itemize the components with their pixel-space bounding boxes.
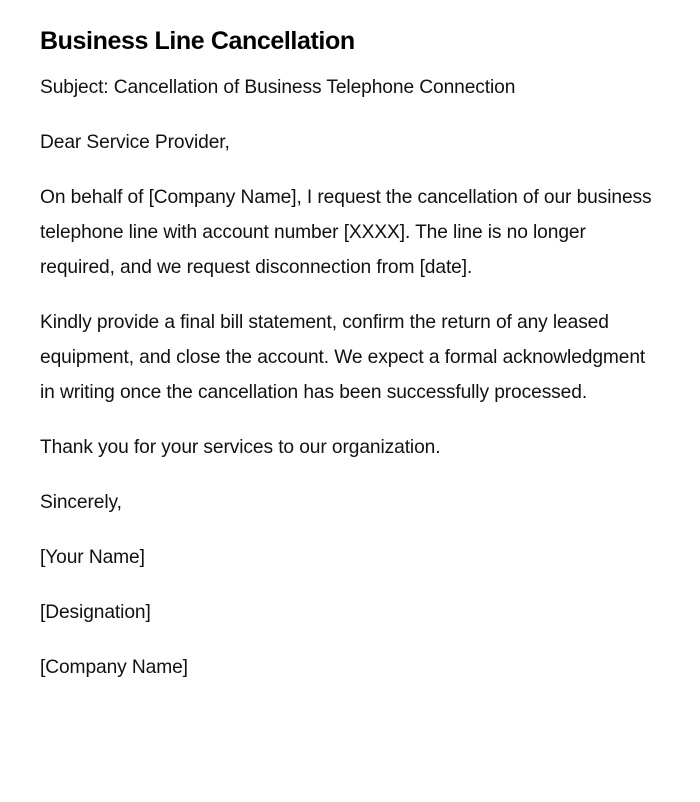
- subject-line: Subject: Cancellation of Business Telephone Connection: [40, 77, 516, 98]
- salutation: Dear Service Provider,: [40, 132, 230, 153]
- closing: Sincerely,: [40, 492, 122, 513]
- body-paragraph-instructions: Kindly provide a final bill statement, confirm the return of any leased equipment, and close the account. We expect a formal acknowledgment in writing once the cancellation has been successfully processed.: [40, 312, 646, 403]
- signature-company: [Company Name]: [40, 657, 188, 678]
- document-title: Business Line Cancellation: [40, 27, 355, 55]
- signature-designation: [Designation]: [40, 602, 151, 623]
- signature-name: [Your Name]: [40, 547, 145, 568]
- body-paragraph-request: On behalf of [Company Name], I request the cancellation of our business telephone line with account number [XXXX]. The line is no longer required, and we request disconnection from [date].: [40, 187, 652, 278]
- body-paragraph-thanks: Thank you for your services to our organization.: [40, 437, 441, 458]
